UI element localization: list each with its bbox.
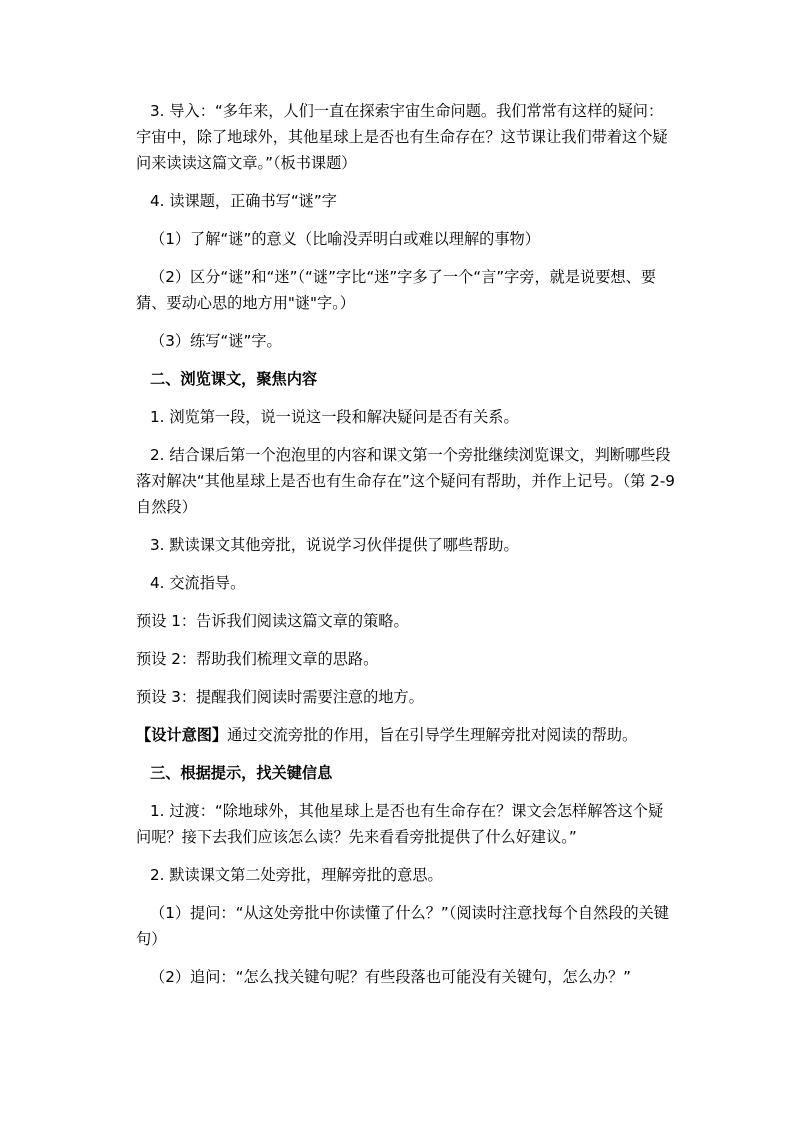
paragraph-preset-3: 预设 3：提醒我们阅读时需要注意的地方。 bbox=[136, 688, 424, 706]
paragraph-question: （1）提问：“从这处旁批中你读懂了什么？”（阅读时注意找每个自然段的关键句） bbox=[136, 904, 669, 948]
paragraph-design-intent bbox=[136, 722, 676, 748]
paragraph-understand-mi: （1）了解“谜”的意义（比喻没弄明白或难以理解的事物） bbox=[150, 230, 540, 248]
paragraph-combine-bubble: 2. 结合课后第一个泡泡里的内容和课文第一个旁批继续浏览课文，判断哪些段落对解决“其他星球上是否也有生命存在”这个疑问有帮助，并作上记号。（第 2-9 自然段） bbox=[136, 446, 675, 516]
paragraph-exchange-guide: 4. 交流指导。 bbox=[150, 574, 246, 592]
paragraph-browse-first: 1. 浏览第一段，说一说这一段和解决疑问是否有关系。 bbox=[150, 408, 519, 426]
paragraph-preset-2: 预设 2：帮助我们梳理文章的思路。 bbox=[136, 650, 379, 668]
paragraph-read-title: 4. 读课题，正确书写“谜”字 bbox=[150, 192, 337, 210]
paragraph-practice-write: （3）练写“谜”字。 bbox=[150, 332, 282, 350]
paragraph-preset-1: 预设 1：告诉我们阅读这篇文章的策略。 bbox=[136, 612, 409, 630]
document-body bbox=[136, 98, 676, 1002]
paragraph-transition: 1. 过渡：“除地球外，其他星球上是否也有生命存在？课文会怎样解答这个疑问呢？接下去我们应该怎么读？先来看看旁批提供了什么好建议。” bbox=[136, 802, 664, 846]
paragraph-distinguish-mi: （2）区分“谜”和“迷”（“谜”字比“迷”字多了一个“言”字旁，就是说要想、要猜、要动心思的地方用"谜"字。） bbox=[136, 268, 656, 312]
paragraph-second-annotation: 2. 默读课文第二处旁批，理解旁批的意思。 bbox=[150, 866, 443, 884]
section-heading-3: 三、根据提示，找关键信息 bbox=[150, 764, 333, 782]
design-intent-label: 【设计意图】 bbox=[136, 726, 228, 744]
paragraph-read-annotations: 3. 默读课文其他旁批，说说学习伙伴提供了哪些帮助。 bbox=[150, 536, 519, 554]
design-intent-text: 通过交流旁批的作用，旨在引导学生理解旁批对阅读的帮助。 bbox=[227, 726, 638, 744]
paragraph-intro: 3. 导入：“多年来，人们一直在探索宇宙生命问题。我们常常有这样的疑问：宇宙中，除了地球外，其他星球上是否也有生命存在？这节课让我们带着这个疑问来读读这篇文章。”（板书课题） bbox=[136, 102, 668, 172]
paragraph-follow-up: （2）追问：“怎么找关键句呢？有些段落也可能没有关键句，怎么办？” bbox=[150, 968, 632, 986]
section-heading-2: 二、浏览课文，聚焦内容 bbox=[150, 370, 318, 388]
